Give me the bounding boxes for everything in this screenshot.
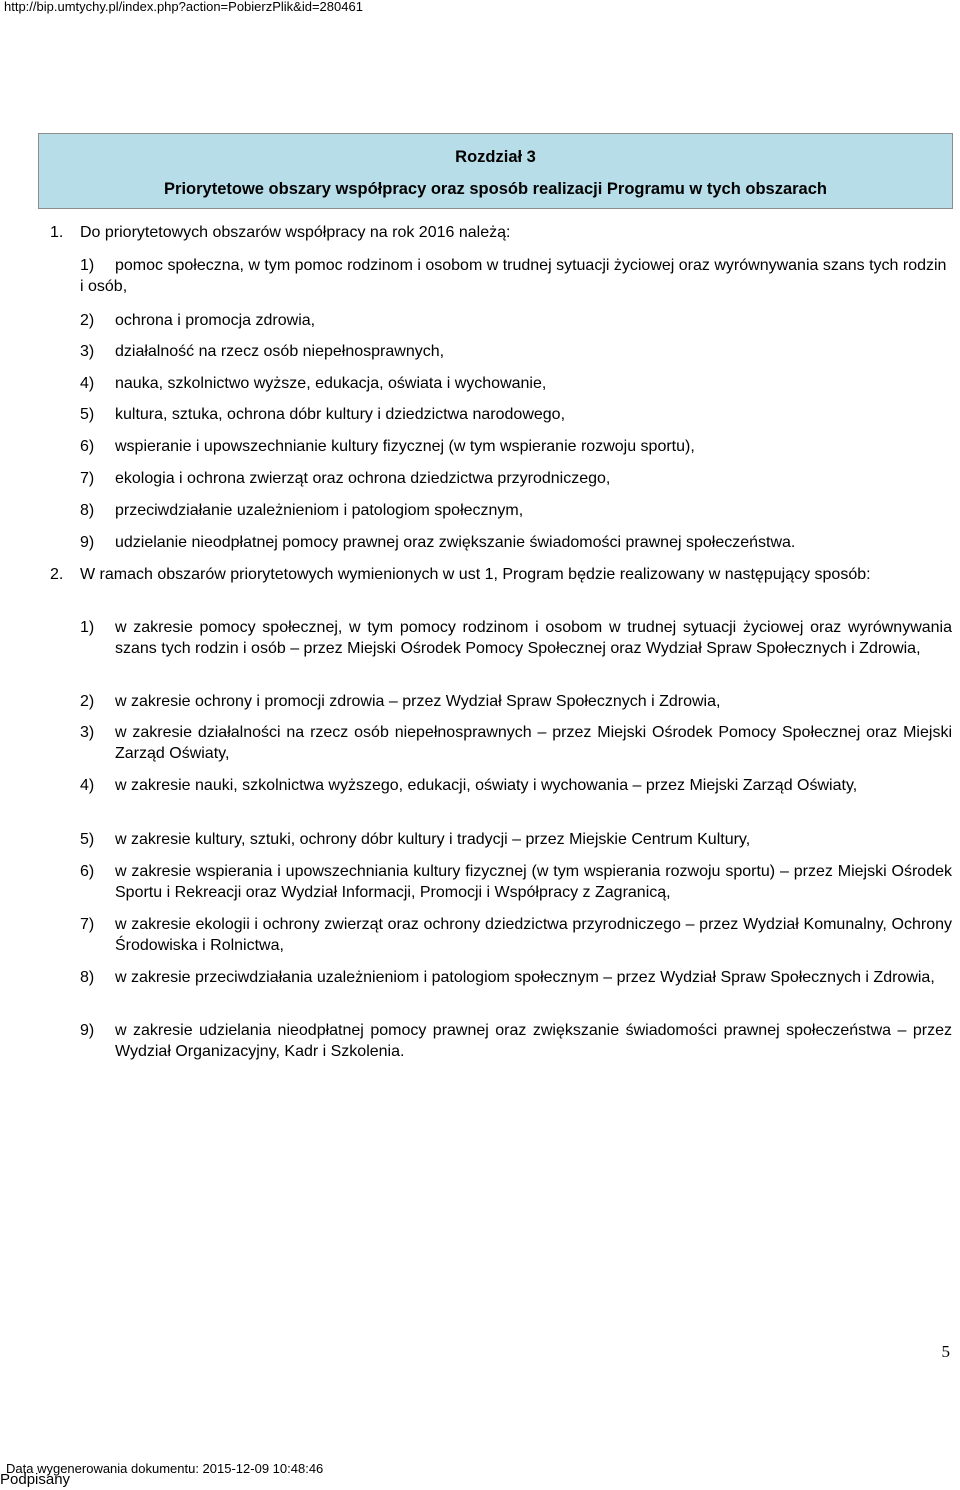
generation-date: Data wygenerowania dokumentu: 2015-12-09 10:48:46 bbox=[6, 1461, 324, 1476]
list-item-text: ekologia i ochrona zwierząt oraz ochrona dziedzictwa przyrodniczego, bbox=[115, 470, 611, 487]
list-item-number: 5) bbox=[80, 831, 95, 848]
chapter-header-box bbox=[38, 133, 953, 209]
list-item-text: w zakresie działalności na rzecz osób niepełnosprawnych – przez Miejski Ośrodek Pomocy Społecznej oraz Miejski Zarząd Oświaty, bbox=[115, 724, 952, 762]
list-item-number: 4) bbox=[80, 777, 95, 794]
list-item-text: w zakresie pomocy społecznej, w tym pomocy rodzinom i osobom w trudnej sytuacji życiowej oraz wyrównywania szans tych rodzin i osób – przez Miejski Ośrodek Pomocy Społecznej oraz Wydział Spraw Społecznych i Zdrowia, bbox=[115, 619, 952, 657]
list-item-number: 5) bbox=[80, 406, 95, 423]
list-item-text: działalność na rzecz osób niepełnosprawnych, bbox=[115, 343, 445, 360]
list-item-number: 2) bbox=[80, 693, 95, 710]
list-item-text: przeciwdziałanie uzależnieniom i patologiom społecznym, bbox=[115, 502, 524, 519]
list-item-text: w zakresie ochrony i promocji zdrowia – przez Wydział Spraw Społecznych i Zdrowia, bbox=[115, 693, 721, 710]
section-intro: Do priorytetowych obszarów współpracy na rok 2016 należą: bbox=[80, 224, 511, 241]
list-item-text: wspieranie i upowszechnianie kultury fizycznej (w tym wspieranie rozwoju sportu), bbox=[115, 438, 695, 455]
list-item-number: 4) bbox=[80, 375, 95, 392]
list-item-number: 3) bbox=[80, 343, 95, 360]
list-item-number: 6) bbox=[80, 438, 95, 455]
list-item-text: ochrona i promocja zdrowia, bbox=[115, 312, 316, 329]
chapter-title: Rozdział 3 bbox=[455, 148, 536, 166]
list-item-text: kultura, sztuka, ochrona dóbr kultury i dziedzictwa narodowego, bbox=[115, 406, 566, 423]
list-item-number: 8) bbox=[80, 969, 95, 986]
list-item-text: w zakresie ekologii i ochrony zwierząt oraz ochrony dziedzictwa przyrodniczego – przez Wydział Komunalny, Ochrony Środowiska i Rolnictwa, bbox=[115, 916, 952, 954]
list-item-number: 1) bbox=[80, 257, 95, 274]
section-number: 1. bbox=[50, 224, 64, 241]
list-item-text: w zakresie wspierania i upowszechniania kultury fizycznej (w tym wspierania rozwoju sportu) – przez Miejski Ośrodek Sportu i Rekreacji oraz Wydział Informacji, Promocji i Współpracy z Zagranicą, bbox=[115, 863, 952, 901]
list-item-number: 3) bbox=[80, 724, 95, 741]
list-item-text: nauka, szkolnictwo wyższe, edukacja, oświata i wychowanie, bbox=[115, 375, 547, 392]
list-item-text: pomoc społeczna, w tym pomoc rodzinom i osobom w trudnej sytuacji życiowej oraz wyrównywania szans tych rodzin i osób, bbox=[80, 257, 947, 295]
page-number: 5 bbox=[941, 1342, 950, 1361]
list-item-text: udzielanie nieodpłatnej pomocy prawnej oraz zwiększanie świadomości prawnej społeczeństwa. bbox=[115, 534, 796, 551]
list-item-number: 9) bbox=[80, 1022, 95, 1039]
list-item-text: w zakresie kultury, sztuki, ochrony dóbr kultury i tradycji – przez Miejskie Centrum Kultury, bbox=[115, 831, 751, 848]
list-item-number: 1) bbox=[80, 619, 95, 636]
list-item-number: 7) bbox=[80, 916, 95, 933]
list-item-number: 8) bbox=[80, 502, 95, 519]
document-url: http://bip.umtychy.pl/index.php?action=PobierzPlik&id=280461 bbox=[4, 0, 363, 14]
list-item-text: w zakresie udzielania nieodpłatnej pomocy prawnej oraz zwiększanie świadomości prawnej społeczeństwa – przez Wydział Organizacyjny, Kadr i Szkolenia. bbox=[115, 1022, 952, 1060]
list-item-text: w zakresie nauki, szkolnictwa wyższego, edukacji, oświaty i wychowania – przez Miejski Zarząd Oświaty, bbox=[115, 777, 858, 794]
list-item-text: w zakresie przeciwdziałania uzależnieniom i patologiom społecznym – przez Wydział Spraw Społecznych i Zdrowia, bbox=[115, 969, 935, 986]
list-item-number: 2) bbox=[80, 312, 95, 329]
section-number: 2. bbox=[50, 566, 64, 583]
list-item-number: 6) bbox=[80, 863, 95, 880]
section-intro: W ramach obszarów priorytetowych wymienionych w ust 1, Program będzie realizowany w następujący sposób: bbox=[80, 566, 871, 583]
signed-label: Podpisany bbox=[0, 1471, 71, 1488]
list-item-number: 9) bbox=[80, 534, 95, 551]
chapter-subtitle: Priorytetowe obszary współpracy oraz sposób realizacji Programu w tych obszarach bbox=[164, 180, 827, 198]
list-item-number: 7) bbox=[80, 470, 95, 487]
